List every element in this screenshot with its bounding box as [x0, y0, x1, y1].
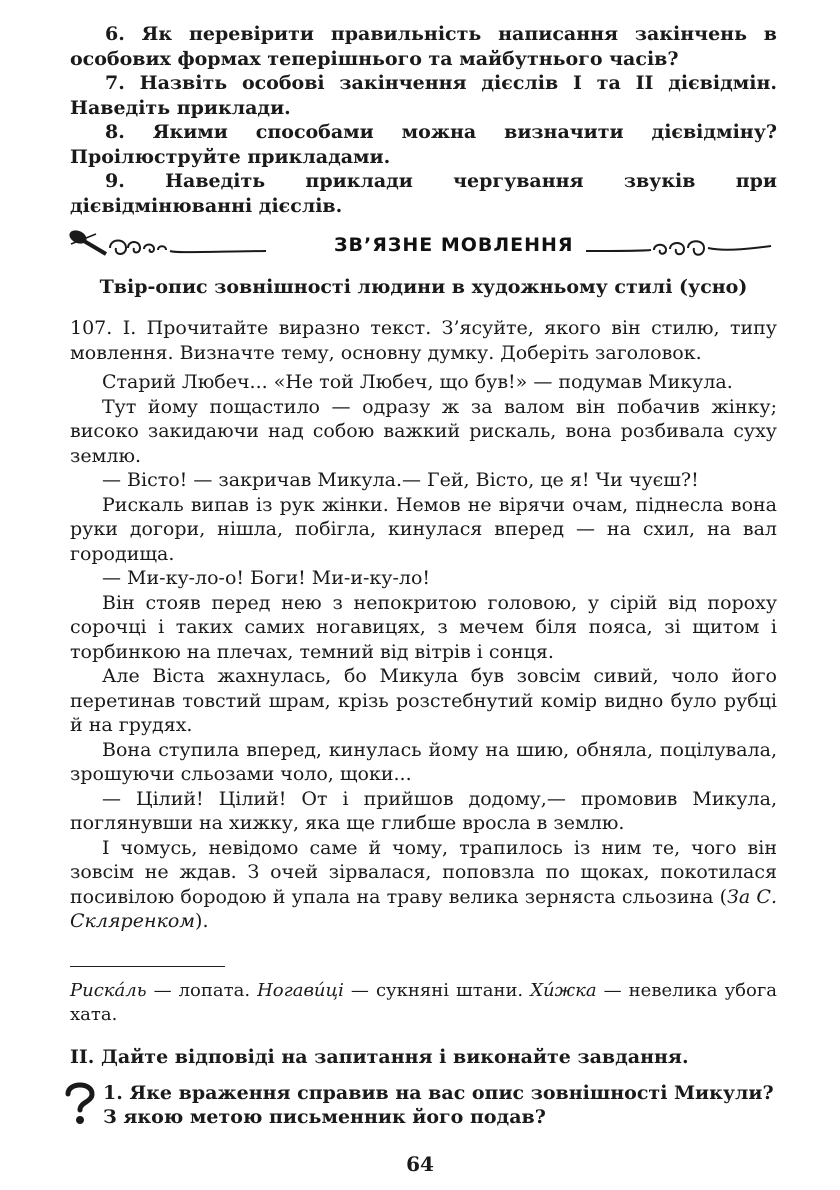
task-2-heading: ІІ. Дайте відповіді на запитання і виконайте завдання. — [70, 1046, 689, 1068]
exercise-instruction — [70, 316, 777, 365]
question-8: 8. Якими способами можна визначити дієвідміну? Проілюструйте прикладами. — [70, 121, 777, 168]
final-question: 1. Яке враження справив на вас опис зовнішності Микули? З якою метою письменник його подав? — [103, 1082, 774, 1128]
story-paragraph: — Цілий! Цілий! От і прийшов додому,— промовив Микула, поглянувши на хижку, яка ще глибше вросла в землю. — [70, 787, 777, 834]
section-banner — [66, 226, 778, 266]
question-7: 7. Назвіть особові закінчення дієслів І та ІІ дієвідмін. Наведіть приклади. — [70, 72, 777, 119]
footnote-definition: — сукняні штани. — [343, 980, 531, 1001]
story-paragraph-last — [70, 836, 777, 934]
story-text — [70, 370, 777, 934]
exercise-107-text: 107. І. Прочитайте виразно текст. З’ясуйте, якого він стилю, типу мовлення. Визначте тему, основну думку. Доберіть заголовок. — [70, 317, 777, 364]
story-paragraph: Але Віста жахнулась, бо Микула був зовсім сивий, чоло його перетинав товстий шрам, крізь розстебнутий комір видно було рубці й на грудях. — [70, 665, 777, 736]
microphone-icon — [67, 228, 106, 254]
question-9: 9. Наведіть приклади чергування звуків при дієвідмінюванні дієслів. — [70, 170, 777, 217]
question-mark-icon — [62, 1080, 98, 1128]
story-paragraph: Тут йому пощастило — одразу ж за валом він побачив жінку; високо закидаючи над собою важкий рискаль, вона розбивала суху землю. — [70, 395, 777, 467]
footnote-divider — [70, 966, 225, 967]
story-paragraph: — Ми-ку-ло-о! Боги! Ми-и-ку-ло! — [102, 567, 431, 589]
footnote-definition: — лопата. — [146, 980, 258, 1001]
story-paragraph: — Вісто! — закричав Микула.— Гей, Вісто, це я! Чи чуєш?! — [102, 469, 699, 491]
story-paragraph: Старий Любеч... «Не той Любеч, що був!» — подумав Микула. — [102, 371, 733, 393]
review-questions — [70, 22, 777, 218]
story-last-text: І чомусь, невідомо саме й чому, трапилось із ним те, чого він зовсім не ждав. З очей зірвалася, поповзла по щоках, покотилася посивілою бородою й упала на траву велика зерняста сльозина ( — [70, 836, 777, 908]
story-author: За С. Скляренком — [70, 885, 777, 932]
story-paragraph: Рискаль випав із рук жінки. Немов не вірячи очам, піднесла вона руки догори, нішла, побігла, кинулася вперед — на схил, на вал городища. — [70, 493, 777, 565]
page-number: 64 — [406, 1152, 434, 1176]
section-subtitle: Твір-опис зовнішності людини в художньому стилі (усно) — [99, 276, 748, 298]
question-6: 6. Як перевірити правильність написання закінчень в особових формах теперішнього та майбутнього часів? — [70, 23, 777, 70]
story-paragraph: Вона ступила вперед, кинулась йому на шию, обняла, поцілувала, зрошуючи сльозами чоло, щоки... — [70, 738, 777, 785]
story-end: ). — [195, 910, 209, 932]
footnote-term: Риска́ль — [70, 980, 147, 1001]
footnotes — [70, 979, 777, 1027]
story-paragraph: Він стояв перед нею з непокритою головою, у сірій від пороху сорочці і таких самих ногавицях, з мечем біля пояса, зі щитом і торбинкою на плечах, темний від вітрів і сонця. — [70, 591, 777, 663]
footnote-term: Ногави́ці — [257, 980, 344, 1001]
footnote-term: Хи́жка — [530, 980, 597, 1001]
section-title: ЗВ’ЯЗНЕ МОВЛЕННЯ — [334, 234, 574, 256]
footnote-definition: — невелика убога хата. — [70, 980, 777, 1025]
